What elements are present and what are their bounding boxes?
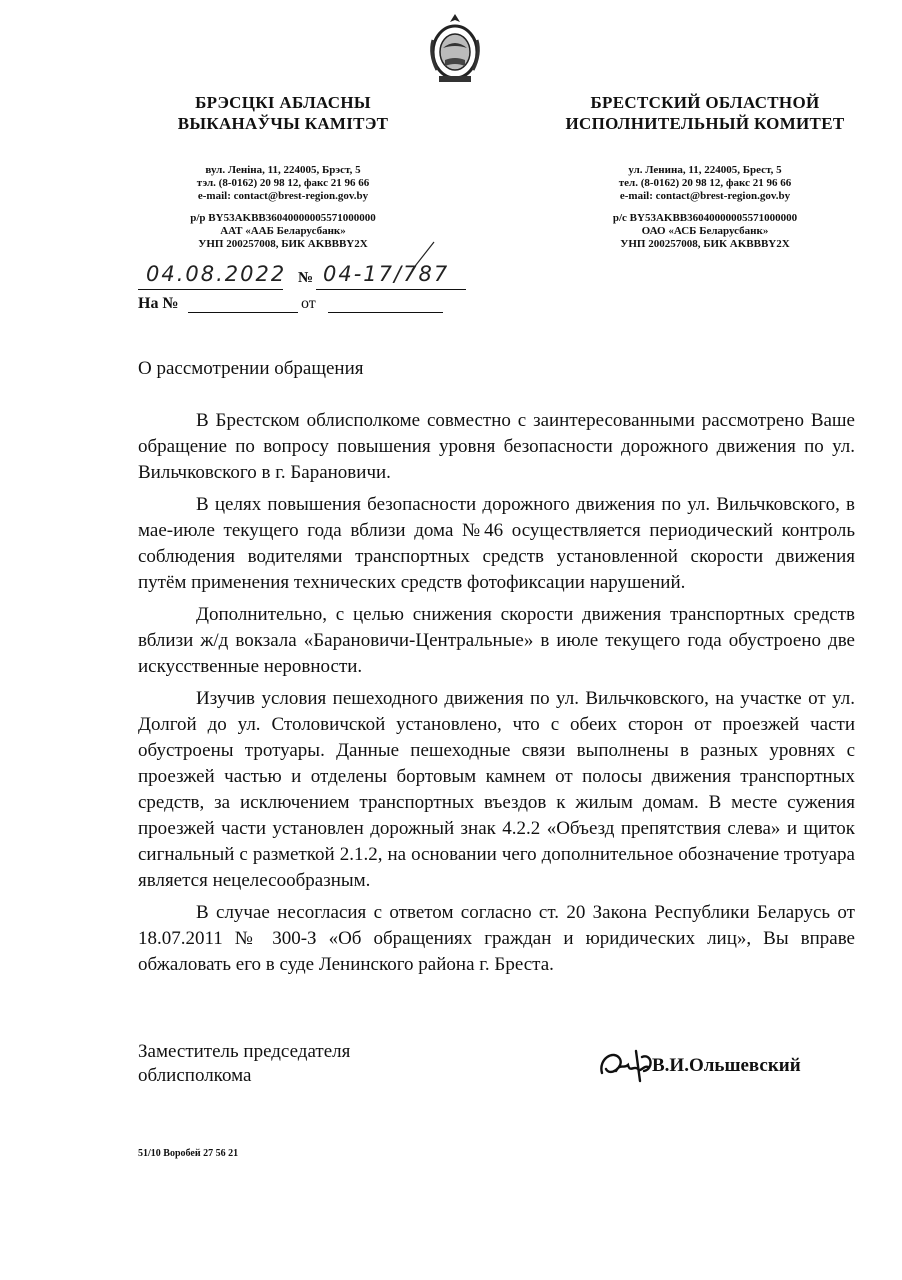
org-title-line: ИСПОЛНИТЕЛЬНЫЙ КОМИТЕТ [565, 114, 845, 133]
bank-details-belarusian [138, 212, 428, 251]
org-title-belarusian [138, 92, 428, 134]
registration-number: 04-17/787 [323, 262, 450, 286]
reference-date-blank [328, 312, 443, 313]
signer-name: В.И.Ольшевский [652, 1055, 801, 1076]
org-title-russian [545, 92, 865, 134]
executor-footer: 51/10 Воробей 27 56 21 [138, 1148, 239, 1159]
bank-line: р/р BY53AKBB36040000005571000000 [190, 212, 376, 224]
bank-details-russian [545, 212, 865, 251]
address-line: e-mail: contact@brest-region.gov.by [197, 190, 369, 202]
address-line: тел. (8-0162) 20 98 12, факс 21 96 66 [618, 177, 792, 189]
address-russian [545, 164, 865, 203]
address-line: ул. Ленина, 11, 224005, Брест, 5 [628, 164, 782, 176]
registration-date: 04.08.2022 [146, 262, 287, 286]
address-line: e-mail: contact@brest-region.gov.by [619, 190, 791, 202]
signer-position [138, 1040, 350, 1088]
org-title-line: БРЭСЦКІ АБЛАСНЫ [195, 93, 371, 112]
date-underline [138, 289, 283, 290]
number-sign: № [298, 270, 314, 286]
body-paragraph: Дополнительно, с целью снижения скорости движения транспортных средств вблизи ж/д вокзала «Барановичи-Центральные» в июле текущего года обустроено две искусственные неровности. [138, 604, 855, 677]
org-title-line: ВЫКАНАЎЧЫ КАМІТЭТ [177, 114, 389, 133]
body-paragraph: В целях повышения безопасности дорожного движения по ул. Вильчковского, в мае-июле текущего года вблизи дома №46 осуществляется периодический контроль соблюдения водителями транспортных средств установленной скорости движения путём применения технических средств фотофиксации нарушений. [138, 494, 855, 593]
signer-position-line: Заместитель председателя [138, 1041, 351, 1062]
org-title-line: БРЕСТСКИЙ ОБЛАСТНОЙ [590, 93, 820, 112]
reference-line [138, 295, 448, 317]
signer-position-line: облисполкома [138, 1065, 252, 1086]
address-line: тэл. (8-0162) 20 98 12, факс 21 96 66 [196, 177, 370, 189]
bank-line: р/с BY53AKBB36040000005571000000 [612, 212, 798, 224]
body-paragraph: Изучив условия пешеходного движения по ул. Вильчковского, на участке от ул. Долгой до ул. Столовичской установлено, что с обеих сторон от проезжей части обустроены тротуары. Данные пешеходные связи выполнены в разных уровнях с проезжей частью и отделены бортовым камнем от полосы движения транспортных средств, за исключением транспортных въездов к жилым домам. В месте сужения проезжей части установлен дорожный знак 4.2.2 «Объезд препятствия слева» и щиток сигнальный с разметкой 2.1.2, на основании чего дополнительное обозначение тротуара является нецелесообразным. [138, 688, 855, 891]
number-underline [316, 289, 466, 290]
bank-line: УНП 200257008, БИК AKBBBY2X [198, 238, 368, 250]
address-belarusian [138, 164, 428, 203]
body-paragraph: В Брестском облисполкоме совместно с заинтересованными рассмотрено Ваше обращение по вопросу повышения уровня безопасности дорожного движения по ул. Вильчковского в г. Барановичи. [138, 410, 855, 483]
reference-number-label: На № [138, 295, 179, 312]
bank-line: ОАО «АСБ Беларусбанк» [641, 225, 769, 237]
reference-date-label: от [301, 295, 316, 312]
slash-mark [408, 240, 438, 272]
handwritten-signature [596, 1043, 658, 1087]
bank-line: ААТ «ААБ Беларусбанк» [220, 225, 346, 237]
address-line: вул. Леніна, 11, 224005, Брэст, 5 [205, 164, 361, 176]
body-paragraph: В случае несогласия с ответом согласно ст. 20 Закона Республики Беларусь от 18.07.2011 № 300-З «Об обращениях граждан и юридических лиц», Вы вправе обжаловать его в суде Ленинского района г. Бреста. [138, 902, 855, 975]
letter-body [138, 408, 855, 984]
letter-subject: О рассмотрении обращения [138, 358, 364, 379]
reference-number-blank [188, 312, 298, 313]
bank-line: УНП 200257008, БИК AKBBBY2X [620, 238, 790, 250]
coat-of-arms-emblem [425, 10, 485, 90]
